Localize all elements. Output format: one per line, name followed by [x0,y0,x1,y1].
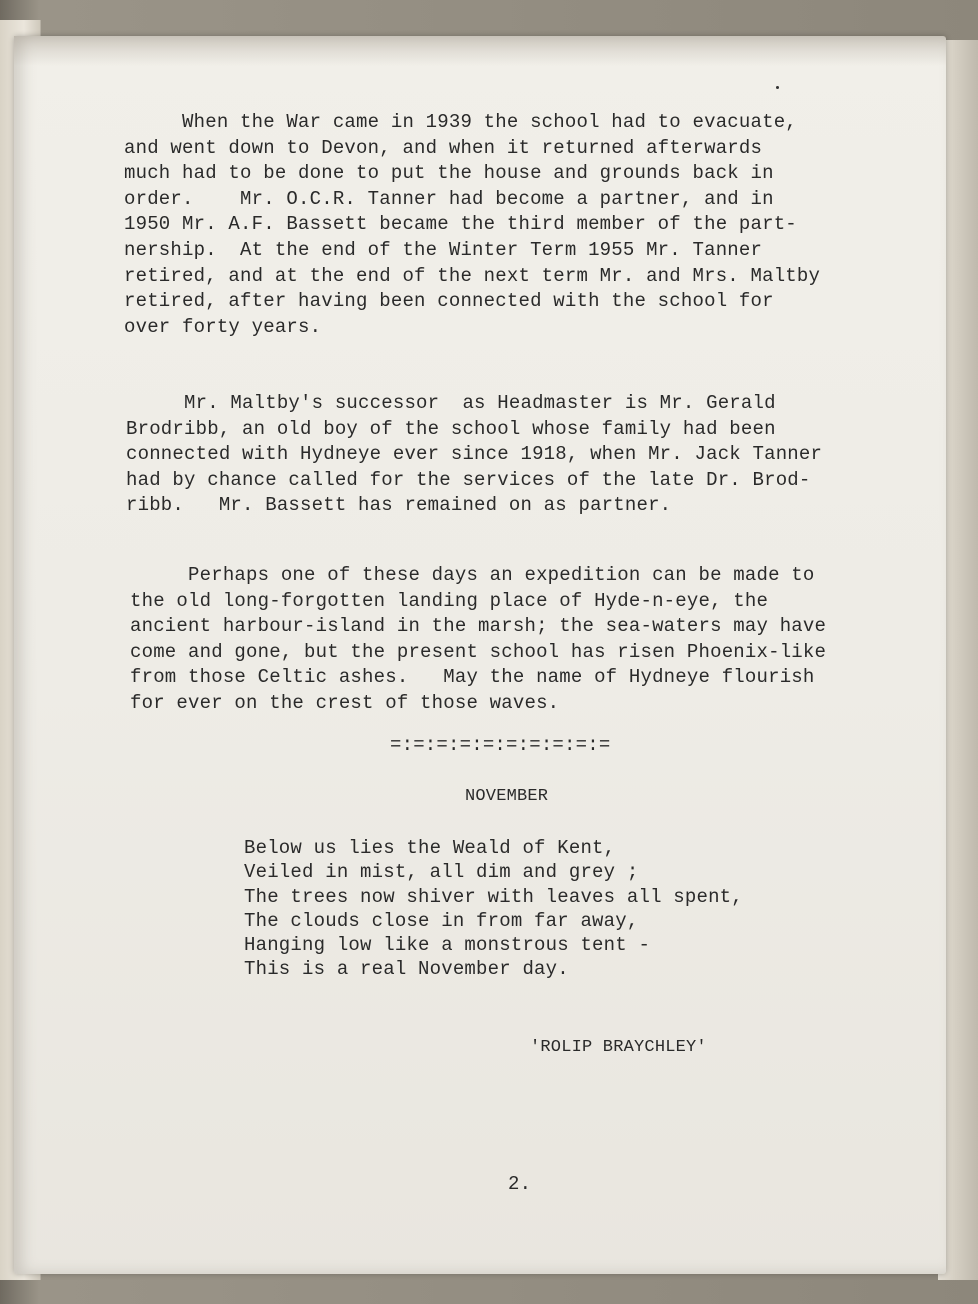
poem-title: NOVEMBER [465,787,549,806]
paragraph-war-evacuation: When the War came in 1939 the school had to evacuate, and went down to Devon, and when it returned afterwards much had to be done to put the house and grounds back in order. Mr. O.C.R. Tanner had become a partner, and in 1950 Mr. A.F. Bassett became the third member of the part- nership. At the end of the Winter Term 1955 Mr. Tanner retired, and at the end of the next term Mr. and Mrs. Maltby retired, after having been connected with the school for over forty years. [124,111,821,338]
page-shadow [14,36,946,66]
poem-author: 'ROLIP BRAYCHLEY' [530,1038,707,1057]
paragraph-successor: Mr. Maltby's successor as Headmaster is Mr. Gerald Brodribb, an old boy of the school whose family had been connected with Hydneye ever since 1918, when Mr. Jack Tanner had by chance called for the services of the late Dr. Brod- ribb. Mr. Bassett has remained on as partner. [126,392,823,517]
paragraph-expedition: Perhaps one of these days an expedition can be made to the old long-forgotten landing place of Hyde-n-eye, the ancient harbour-island in the marsh; the sea-waters may have come and gone, but the present school has risen Phoenix-like from those Celtic ashes. May the name of Hydneye flourish for ever on the crest of those waves. [130,564,827,714]
page-number: 2. [508,1173,532,1195]
section-divider: =:=:=:=:=:=:=:=:=:= [390,734,611,756]
ink-speck [776,86,779,89]
poem-body: Below us lies the Weald of Kent, Veiled in mist, all dim and grey ; The trees now shiver with leaves all spent, The clouds close in from far away, Hanging low like a monstrous tent - This is a real November day. [244,837,743,981]
